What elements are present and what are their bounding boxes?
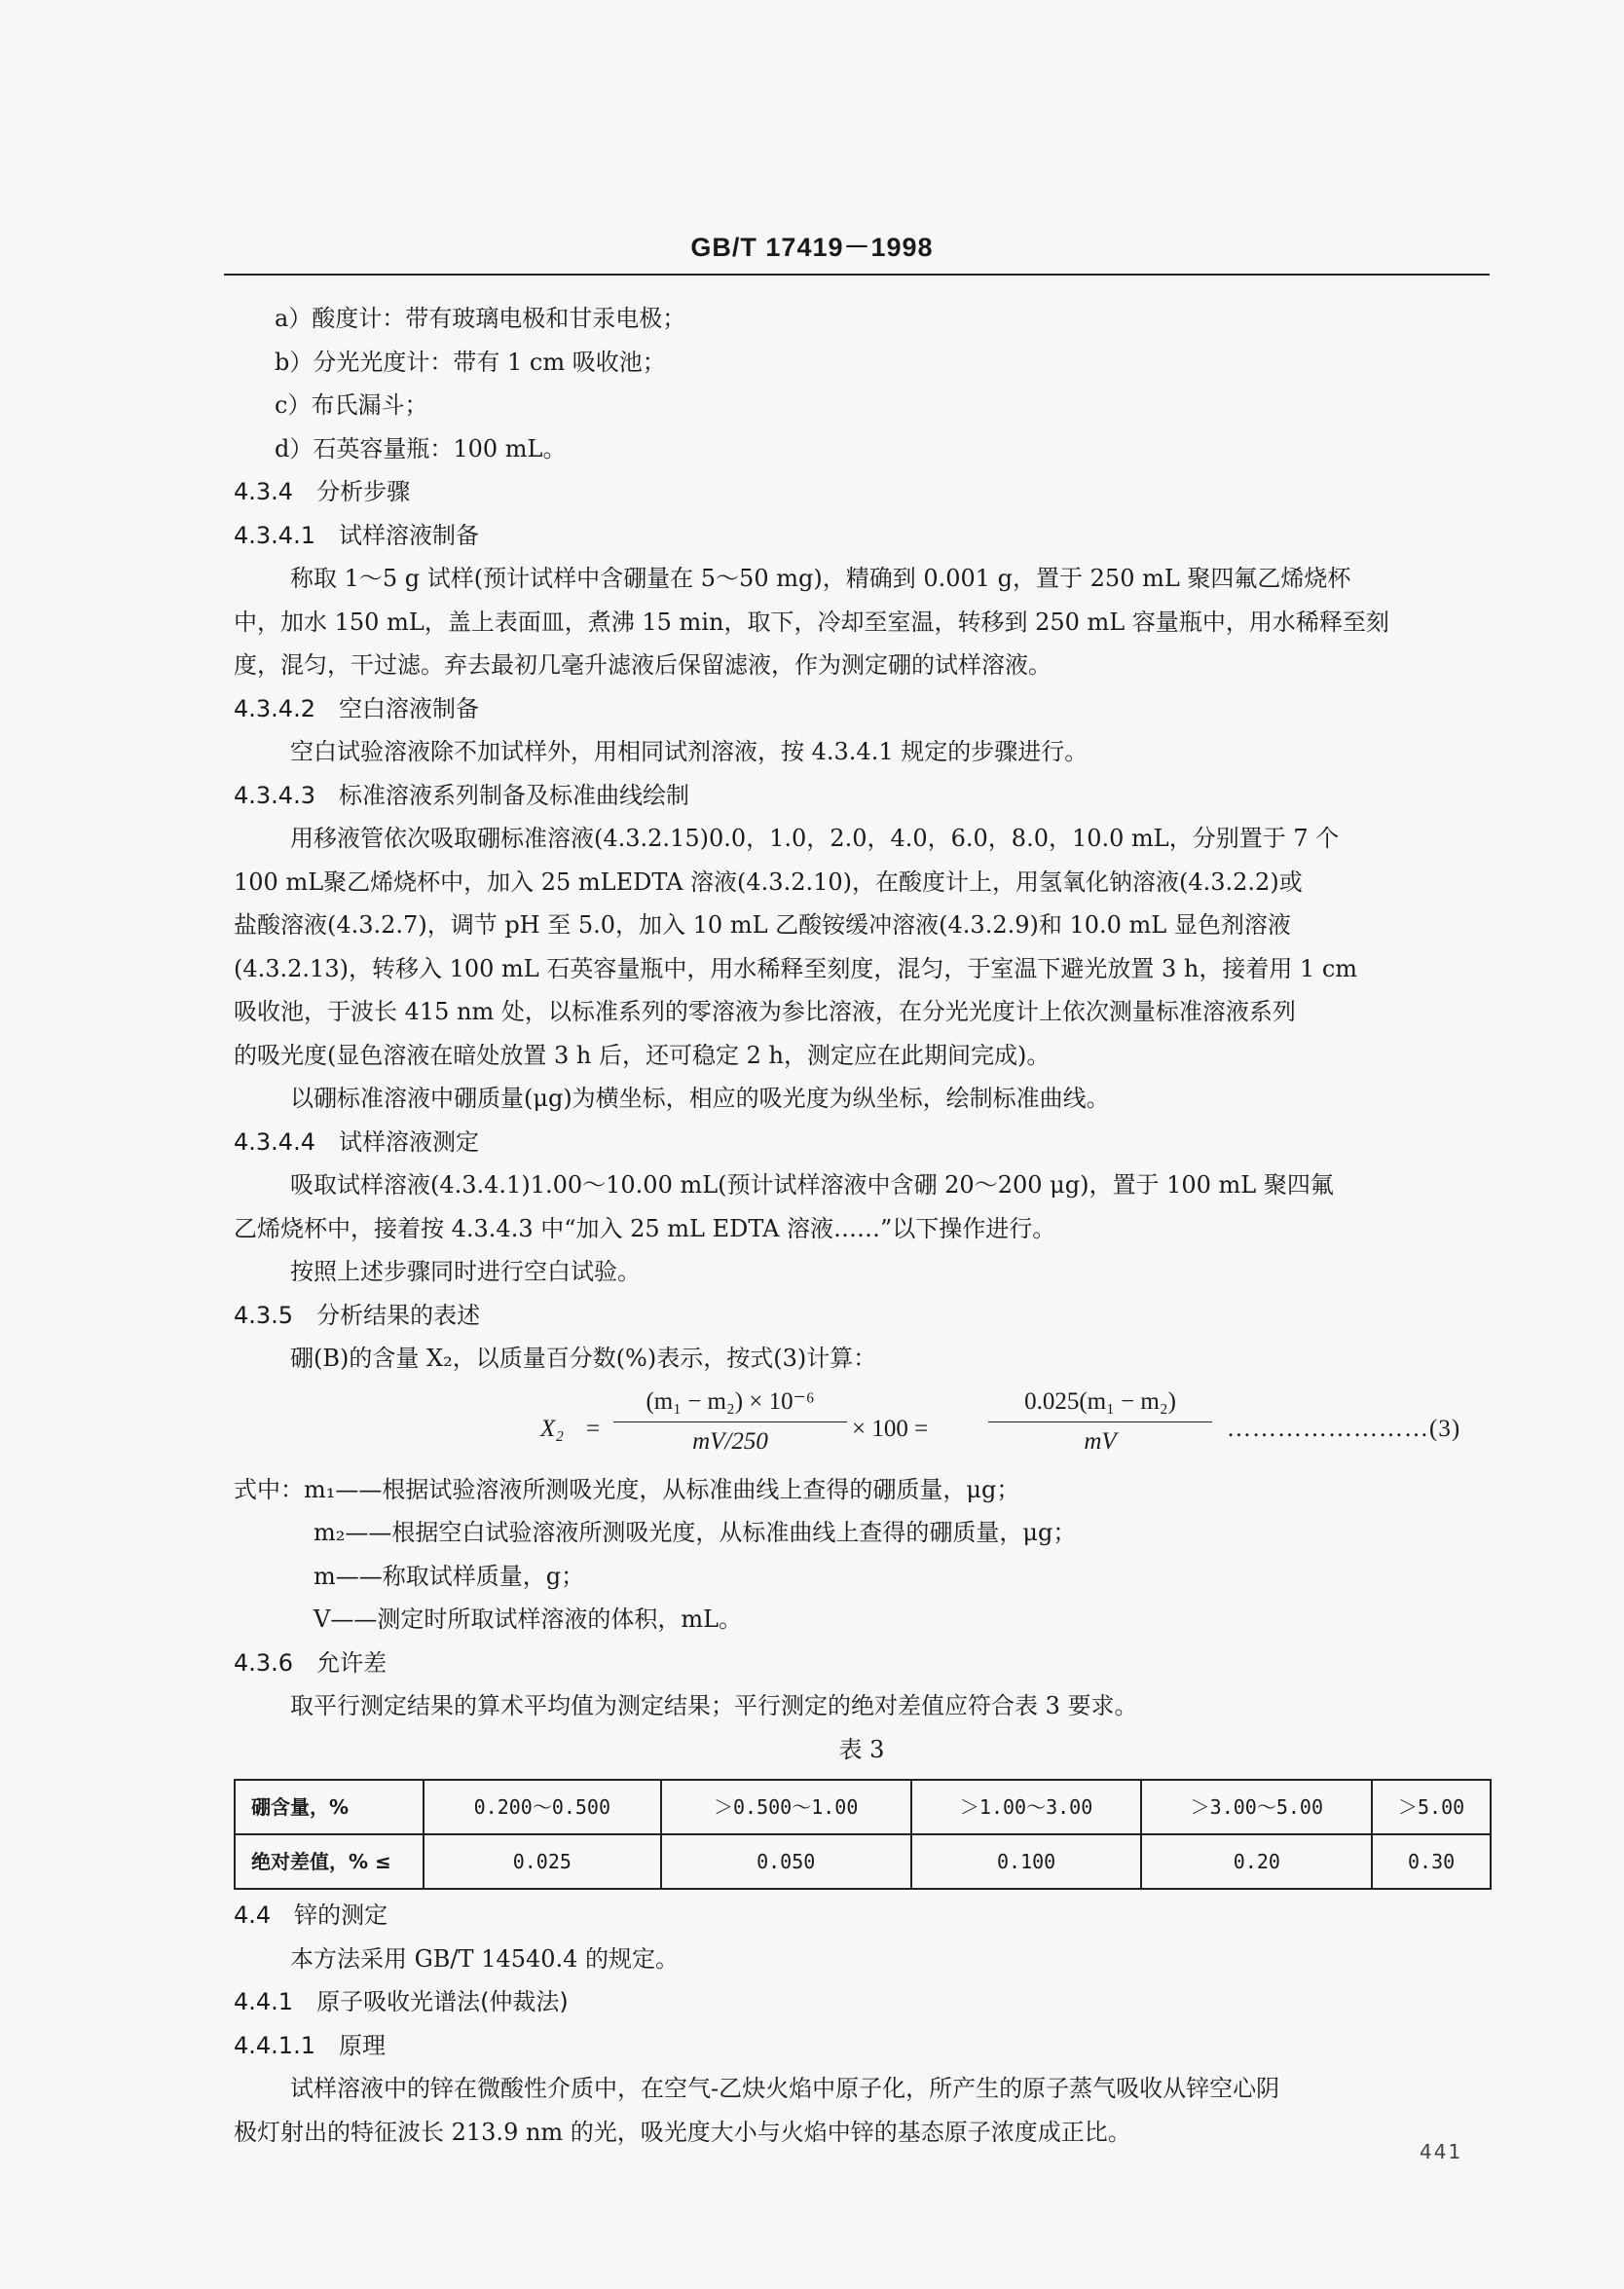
table-row [235,1780,1491,1834]
table-row [235,1834,1491,1889]
header-rule [224,274,1490,276]
section-heading-4-3-4-2: 4.3.4.2 空白溶液制备 [234,694,479,722]
fraction-denominator: mV/250 [692,1427,768,1455]
list-item: c）布氏漏斗； [275,391,428,419]
table-cell: 0.20 [1141,1834,1372,1889]
section-heading-4-3-4-4: 4.3.4.4 试样溶液测定 [234,1127,479,1156]
table-cell: 0.30 [1372,1834,1491,1889]
paragraph-line: 硼(B)的含量 X₂，以质量百分数(%)表示，按式(3)计算： [290,1345,877,1372]
fraction-numerator: (m₁ − m₂) × 10⁻⁶ [613,1383,847,1422]
variable-definition: m₂——根据空白试验溶液所测吸光度，从标准曲线上查得的硼质量，μg； [314,1519,1077,1546]
table-cell: ＞0.500～1.00 [661,1780,911,1834]
section-heading-4-4: 4.4 锌的测定 [234,1901,388,1929]
paragraph-line: 中，加水 150 mL，盖上表面皿，煮沸 15 min，取下，冷却至室温，转移到 250 mL 容量瓶中，用水稀释至刻 [234,608,1389,636]
section-heading-4-4-1: 4.4.1 原子吸收光谱法(仲裁法) [234,1988,569,2015]
paragraph-line: 吸收池，于波长 415 nm 处，以标准系列的零溶液为参比溶液，在分光光度计上依次测量标准溶液系列 [234,998,1296,1025]
table-cell: 0.025 [424,1834,661,1889]
table-cell: ＞1.00～3.00 [911,1780,1142,1834]
paragraph-line: 的吸光度(显色溶液在暗处放置 3 h 后，还可稳定 2 h，测定应在此期间完成)。 [234,1041,1051,1069]
paragraph-line: 试样溶液中的锌在微酸性介质中，在空气-乙炔火焰中原子化，所产生的原子蒸气吸收从锌空心阴 [290,2075,1280,2102]
table-cell: 0.100 [911,1834,1142,1889]
table-cell: ＞5.00 [1372,1780,1491,1834]
list-item: b）分光光度计：带有 1 cm 吸收池； [275,348,666,376]
paragraph-line: 空白试验溶液除不加试样外，用相同试剂溶液，按 4.3.4.1 规定的步骤进行。 [290,738,1089,765]
formula-lhs: X₂ [540,1415,564,1442]
table-row-header: 绝对差值，% ≤ [235,1834,424,1889]
section-heading-4-3-4: 4.3.4 分析步骤 [234,478,411,505]
variable-definition: V——测定时所取试样溶液的体积，mL。 [314,1606,743,1633]
paragraph-line: 盐酸溶液(4.3.2.7)，调节 pH 至 5.0，加入 10 mL 乙酸铵缓冲溶液(4.3.2.9)和 10.0 mL 显色剂溶液 [234,911,1291,939]
paragraph-line: 极灯射出的特征波长 213.9 nm 的光，吸光度大小与火焰中锌的基态原子浓度成正比。 [234,2118,1131,2146]
section-heading-4-3-5: 4.3.5 分析结果的表述 [234,1301,481,1329]
section-heading-4-3-6: 4.3.6 允许差 [234,1648,388,1677]
paragraph-line: 以硼标准溶液中硼质量(μg)为横坐标，相应的吸光度为纵坐标，绘制标准曲线。 [290,1085,1110,1112]
page-body [234,297,1490,2154]
section-heading-4-3-4-3: 4.3.4.3 标准溶液系列制备及标准曲线绘制 [234,781,689,809]
table-row-header: 硼含量，% [235,1780,424,1834]
fraction-numerator: 0.025(m₁ − m₂) [988,1383,1212,1422]
variable-definition: 式中：m₁——根据试验溶液所测吸光度，从标准曲线上查得的硼质量，μg； [234,1475,1020,1503]
formula-equals: = [586,1415,601,1442]
section-heading-4-3-4-1: 4.3.4.1 试样溶液制备 [234,521,479,549]
paragraph-line: 用移液管依次吸取硼标准溶液(4.3.2.15)0.0，1.0，2.0，4.0，6.0，8.0，10.0 mL，分别置于 7 个 [290,825,1340,852]
list-item: d）石英容量瓶：100 mL。 [275,434,567,462]
formula-3 [234,1383,1490,1466]
paragraph-line: (4.3.2.13)，转移入 100 mL 石英容量瓶中，用水稀释至刻度，混匀，于室温下避光放置 3 h，接着用 1 cm [234,954,1358,982]
formula-fraction-2 [988,1383,1212,1461]
formula-number: ……………………(3) [1227,1415,1461,1442]
paragraph-line: 本方法采用 GB/T 14540.4 的规定。 [290,1944,680,1973]
paragraph-line: 度，混匀，干过滤。弃去最初几毫升滤液后保留滤液，作为测定硼的试样溶液。 [234,651,1052,679]
section-heading-4-4-1-1: 4.4.1.1 原理 [234,2031,386,2059]
table-cell: 0.050 [661,1834,911,1889]
fraction-denominator: mV [1084,1427,1117,1455]
list-item: a）酸度计：带有玻璃电极和甘汞电极； [275,305,686,332]
paragraph-line: 按照上述步骤同时进行空白试验。 [290,1258,641,1285]
table-caption: 表 3 [838,1735,885,1763]
document-header: GB/T 17419－1998 [690,233,934,262]
paragraph-line: 乙烯烧杯中，接着按 4.3.4.3 中“加入 25 mL EDTA 溶液……”以下操作进行。 [234,1214,1056,1242]
table-cell: ＞3.00～5.00 [1141,1780,1372,1834]
formula-times: × 100 = [852,1415,929,1442]
formula-fraction-1 [613,1383,847,1461]
paragraph-line: 称取 1～5 g 试样(预计试样中含硼量在 5～50 mg)，精确到 0.001 g，置于 250 mL 聚四氟乙烯烧杯 [290,565,1351,592]
paragraph-line: 取平行测定结果的算术平均值为测定结果；平行测定的绝对差值应符合表 3 要求。 [290,1692,1138,1719]
page-number: 441 [1420,2140,1463,2163]
tolerance-table [234,1779,1492,1890]
paragraph-line: 100 mL聚乙烯烧杯中，加入 25 mLEDTA 溶液(4.3.2.10)，在酸度计上，用氢氧化钠溶液(4.3.2.2)或 [234,868,1303,896]
table-cell: 0.200～0.500 [424,1780,661,1834]
variable-definition: m——称取试样质量，g； [314,1562,585,1590]
paragraph-line: 吸取试样溶液(4.3.4.1)1.00～10.00 mL(预计试样溶液中含硼 20～200 μg)，置于 100 mL 聚四氟 [290,1171,1334,1199]
